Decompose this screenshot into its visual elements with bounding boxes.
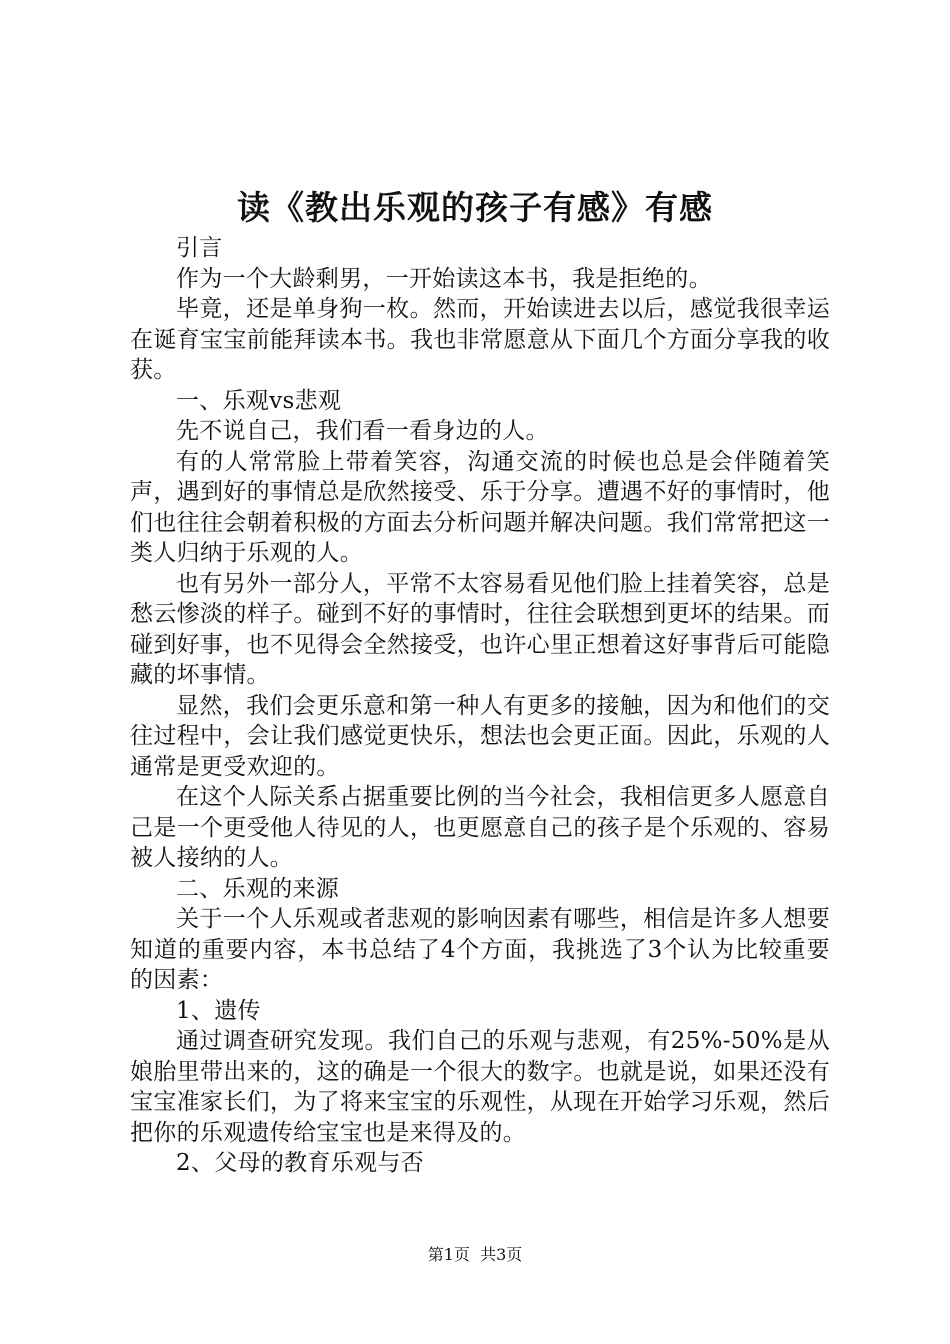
paragraph: 作为一个大龄剩男，一开始读这本书，我是拒绝的。 — [176, 265, 712, 292]
paragraph: 通过调查研究发现。我们自己的乐观与悲观，有25%-50%是从娘胎里带出来的，这的确是一个很大的数字。也就是说，如果还没有宝宝准家长们，为了将来宝宝的乐观性，从现在开始学习乐观，然后把你的乐观遗传给宝宝也是来得及的。 — [130, 1028, 830, 1146]
subsection-heading-1: 1、遗传 — [176, 997, 261, 1024]
page-footer — [0, 1244, 950, 1266]
paragraph: 毕竟，还是单身狗一枚。然而，开始读进去以后，感觉我很幸运在诞育宝宝前能拜读本书。我也非常愿意从下面几个方面分享我的收获。 — [130, 296, 830, 383]
document-body — [130, 233, 830, 1179]
paragraph: 也有另外一部分人，平常不太容易看见他们脸上挂着笑容，总是愁云惨淡的样子。碰到不好的事情时，往往会联想到更坏的结果。而碰到好事，也不见得会全然接受，也许心里正想着这好事背后可能隐藏的坏事情。 — [130, 570, 830, 688]
page-total: 共3页 — [480, 1245, 523, 1264]
paragraph-intro-heading: 引言 — [176, 235, 223, 261]
paragraph: 有的人常常脸上带着笑容，沟通交流的时候也总是会伴随着笑声，遇到好的事情总是欣然接受、乐于分享。遭遇不好的事情时，他们也往往会朝着积极的方面去分析问题并解决问题。我们常常把这一类人归纳于乐观的人。 — [130, 448, 830, 566]
page-number: 第1页 — [427, 1245, 470, 1264]
paragraph: 显然，我们会更乐意和第一种人有更多的接触，因为和他们的交往过程中，会让我们感觉更快乐，想法也会更正面。因此，乐观的人通常是更受欢迎的。 — [130, 692, 830, 780]
paragraph: 关于一个人乐观或者悲观的影响因素有哪些，相信是许多人想要知道的重要内容，本书总结了4个方面，我挑选了3个认为比较重要的因素： — [130, 906, 830, 993]
section-heading-1: 一、乐观vs悲观 — [176, 387, 342, 414]
subsection-heading-2: 2、父母的教育乐观与否 — [176, 1150, 424, 1176]
paragraph: 先不说自己，我们看一看身边的人。 — [176, 418, 549, 444]
document-title: 读《教出乐观的孩子有感》有感 — [237, 188, 713, 227]
section-heading-2: 二、乐观的来源 — [176, 875, 340, 902]
paragraph: 在这个人际关系占据重要比例的当今社会，我相信更多人愿意自己是一个更受他人待见的人，也更愿意自己的孩子是个乐观的、容易被人接纳的人。 — [130, 784, 830, 871]
